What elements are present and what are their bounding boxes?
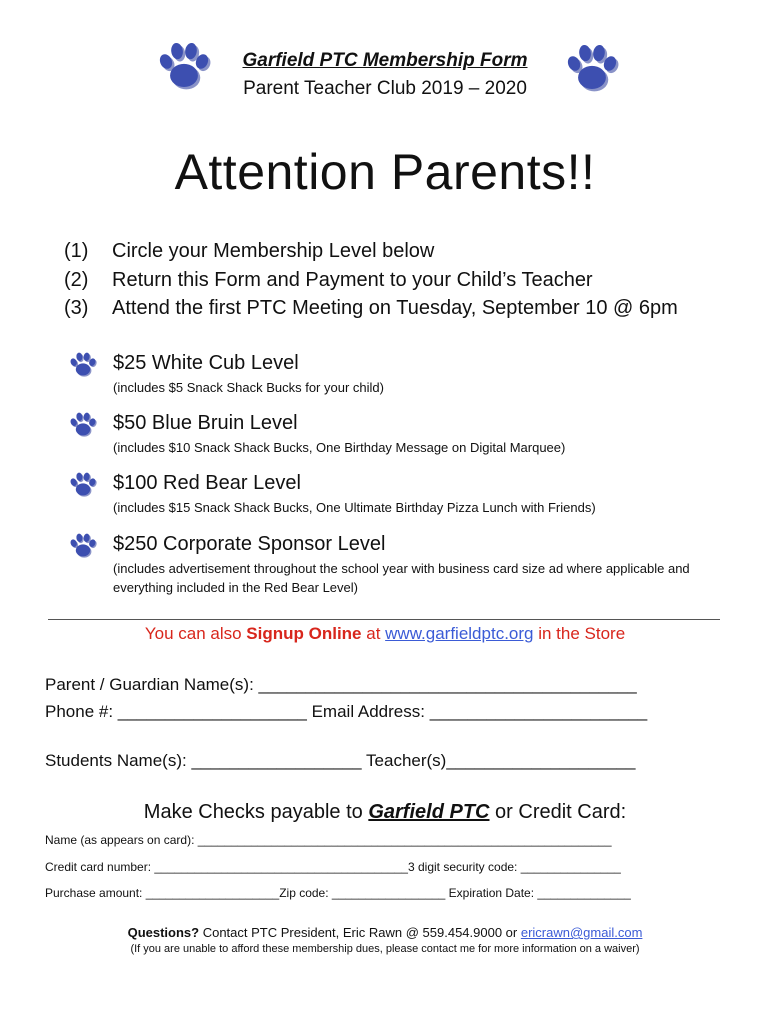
step-number: (2) xyxy=(64,269,89,291)
purchase-amount-field[interactable]: Purchase amount: ____________________Zip code: _________________ Expiration Date: ______________ xyxy=(45,886,631,900)
signup-text: in the Store xyxy=(533,624,626,643)
signup-emphasis: Signup Online xyxy=(246,624,362,643)
card-number-field[interactable]: Credit card number: ______________________________________3 digit security code: _______________ xyxy=(45,860,621,874)
form-subtitle: Parent Teacher Club 2019 – 2020 xyxy=(243,78,527,99)
questions-contact xyxy=(0,925,770,940)
membership-level-desc: (includes advertisement throughout the school year with business card size ad where applicable and everything included in the Red Bear Level) xyxy=(113,561,690,595)
checks-text: Make Checks payable to xyxy=(143,801,369,823)
divider xyxy=(48,619,720,620)
membership-level-desc: (includes $5 Snack Shack Bucks for your child) xyxy=(113,380,384,395)
membership-level-desc: (includes $15 Snack Shack Bucks, One Ultimate Birthday Pizza Lunch with Friends) xyxy=(113,500,596,515)
step-text: Circle your Membership Level below xyxy=(112,240,435,262)
parent-name-field[interactable]: Parent / Guardian Name(s): ________________________________________ xyxy=(45,675,637,694)
paw-print-icon xyxy=(68,350,98,378)
payment-instructions xyxy=(0,801,770,824)
membership-level-name: $50 Blue Bruin Level xyxy=(113,412,298,434)
website-link[interactable]: www.garfieldptc.org xyxy=(385,624,534,643)
payee-name: Garfield PTC xyxy=(368,801,490,823)
form-title: Garfield PTC Membership Form xyxy=(242,50,528,71)
step-item xyxy=(64,240,434,263)
signup-text: You can also xyxy=(144,624,247,643)
page-headline: Attention Parents!! xyxy=(174,144,596,200)
paw-print-icon xyxy=(68,470,98,498)
phone-email-field[interactable]: Phone #: ____________________ Email Address: _______________________ xyxy=(45,702,648,721)
students-teacher-field[interactable]: Students Name(s): __________________ Teacher(s)____________________ xyxy=(45,751,636,770)
step-number: (3) xyxy=(64,297,89,319)
checks-text: or Credit Card: xyxy=(489,801,627,823)
email-link[interactable]: ericrawn@gmail.com xyxy=(520,925,643,940)
membership-level-desc: (includes $10 Snack Shack Bucks, One Birthday Message on Digital Marquee) xyxy=(113,440,566,455)
membership-level-name: $100 Red Bear Level xyxy=(113,472,301,494)
step-text: Return this Form and Payment to your Child’s Teacher xyxy=(112,269,593,291)
signup-online-line xyxy=(0,624,770,644)
paw-print-icon xyxy=(68,410,98,438)
signup-text: at xyxy=(361,624,386,643)
card-name-field[interactable]: Name (as appears on card): ______________________________________________________________ xyxy=(45,833,612,847)
step-item xyxy=(64,297,678,320)
step-number: (1) xyxy=(64,240,89,262)
membership-level-name: $25 White Cub Level xyxy=(113,352,299,374)
waiver-note: (If you are unable to afford these membership dues, please contact me for more information on a waiver) xyxy=(130,943,640,955)
questions-text: Contact PTC President, Eric Rawn @ 559.454.9000 or xyxy=(199,925,521,940)
paw-print-icon xyxy=(68,531,98,559)
step-text: Attend the first PTC Meeting on Tuesday, September 10 @ 6pm xyxy=(112,297,678,319)
step-item xyxy=(64,269,593,292)
membership-level-name: $250 Corporate Sponsor Level xyxy=(113,533,386,555)
questions-label: Questions? xyxy=(127,925,200,940)
